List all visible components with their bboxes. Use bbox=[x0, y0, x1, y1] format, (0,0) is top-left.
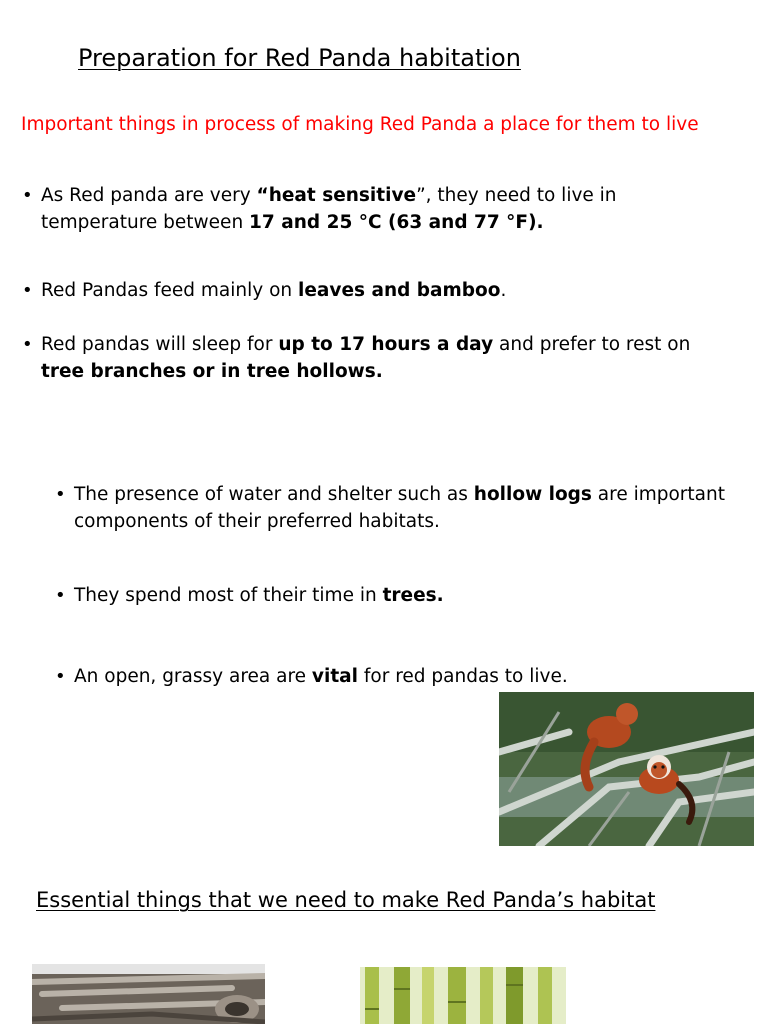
bullet-dot: • bbox=[22, 185, 33, 206]
bullet-bold: “heat sensitive bbox=[256, 185, 417, 206]
bullet-bold: vital bbox=[311, 666, 358, 687]
bullet-text: As Red panda are very bbox=[41, 185, 257, 206]
red-panda-photo bbox=[499, 692, 754, 846]
bullet-dot: • bbox=[22, 280, 33, 301]
red-panda-illustration bbox=[499, 692, 754, 846]
bullet-bold: leaves and bamboo bbox=[298, 280, 501, 301]
bullet-dot: • bbox=[55, 484, 66, 505]
bullet-water-shelter bbox=[55, 481, 754, 535]
page-title: Preparation for Red Panda habitation bbox=[78, 44, 521, 72]
bullet-bold: up to 17 hours a day bbox=[278, 334, 494, 355]
bullet-text: are important components of their preferred habitats. bbox=[74, 484, 725, 532]
bamboo-illustration bbox=[360, 967, 566, 1024]
bullet-text: . bbox=[500, 280, 507, 301]
section-heading-essentials: Essential things that we need to make Red Panda’s habitat bbox=[36, 888, 656, 912]
bullet-text: ”, they need to live in temperature between bbox=[41, 185, 617, 233]
hollow-logs-illustration bbox=[32, 964, 265, 1024]
bullet-dot: • bbox=[55, 666, 66, 687]
bullet-trees bbox=[55, 582, 714, 609]
hollow-logs-photo bbox=[32, 964, 265, 1024]
bullet-diet bbox=[22, 277, 681, 304]
bullet-heat-sensitive bbox=[22, 182, 681, 236]
bullet-text: and prefer to rest on bbox=[493, 334, 691, 355]
bullet-dot: • bbox=[55, 585, 66, 606]
bullet-sleep bbox=[22, 331, 721, 385]
bullet-dot: • bbox=[22, 334, 33, 355]
bullet-text: An open, grassy area are bbox=[74, 666, 312, 687]
bullet-bold: hollow logs bbox=[473, 484, 592, 505]
bullet-text: for red pandas to live. bbox=[358, 666, 568, 687]
bullet-bold: tree branches or in tree hollows. bbox=[41, 361, 383, 382]
bamboo-photo bbox=[360, 967, 566, 1024]
bullet-text: The presence of water and shelter such as bbox=[74, 484, 474, 505]
bullet-bold: 17 and 25 °C (63 and 77 °F). bbox=[249, 212, 544, 233]
bullet-text: Red pandas will sleep for bbox=[41, 334, 279, 355]
bullet-grassy-area bbox=[55, 663, 714, 690]
bullet-bold: trees. bbox=[382, 585, 444, 606]
subtitle-red: Important things in process of making Red Panda a place for them to live bbox=[21, 114, 699, 135]
bullet-text: They spend most of their time in bbox=[74, 585, 383, 606]
bullet-text: Red Pandas feed mainly on bbox=[41, 280, 299, 301]
